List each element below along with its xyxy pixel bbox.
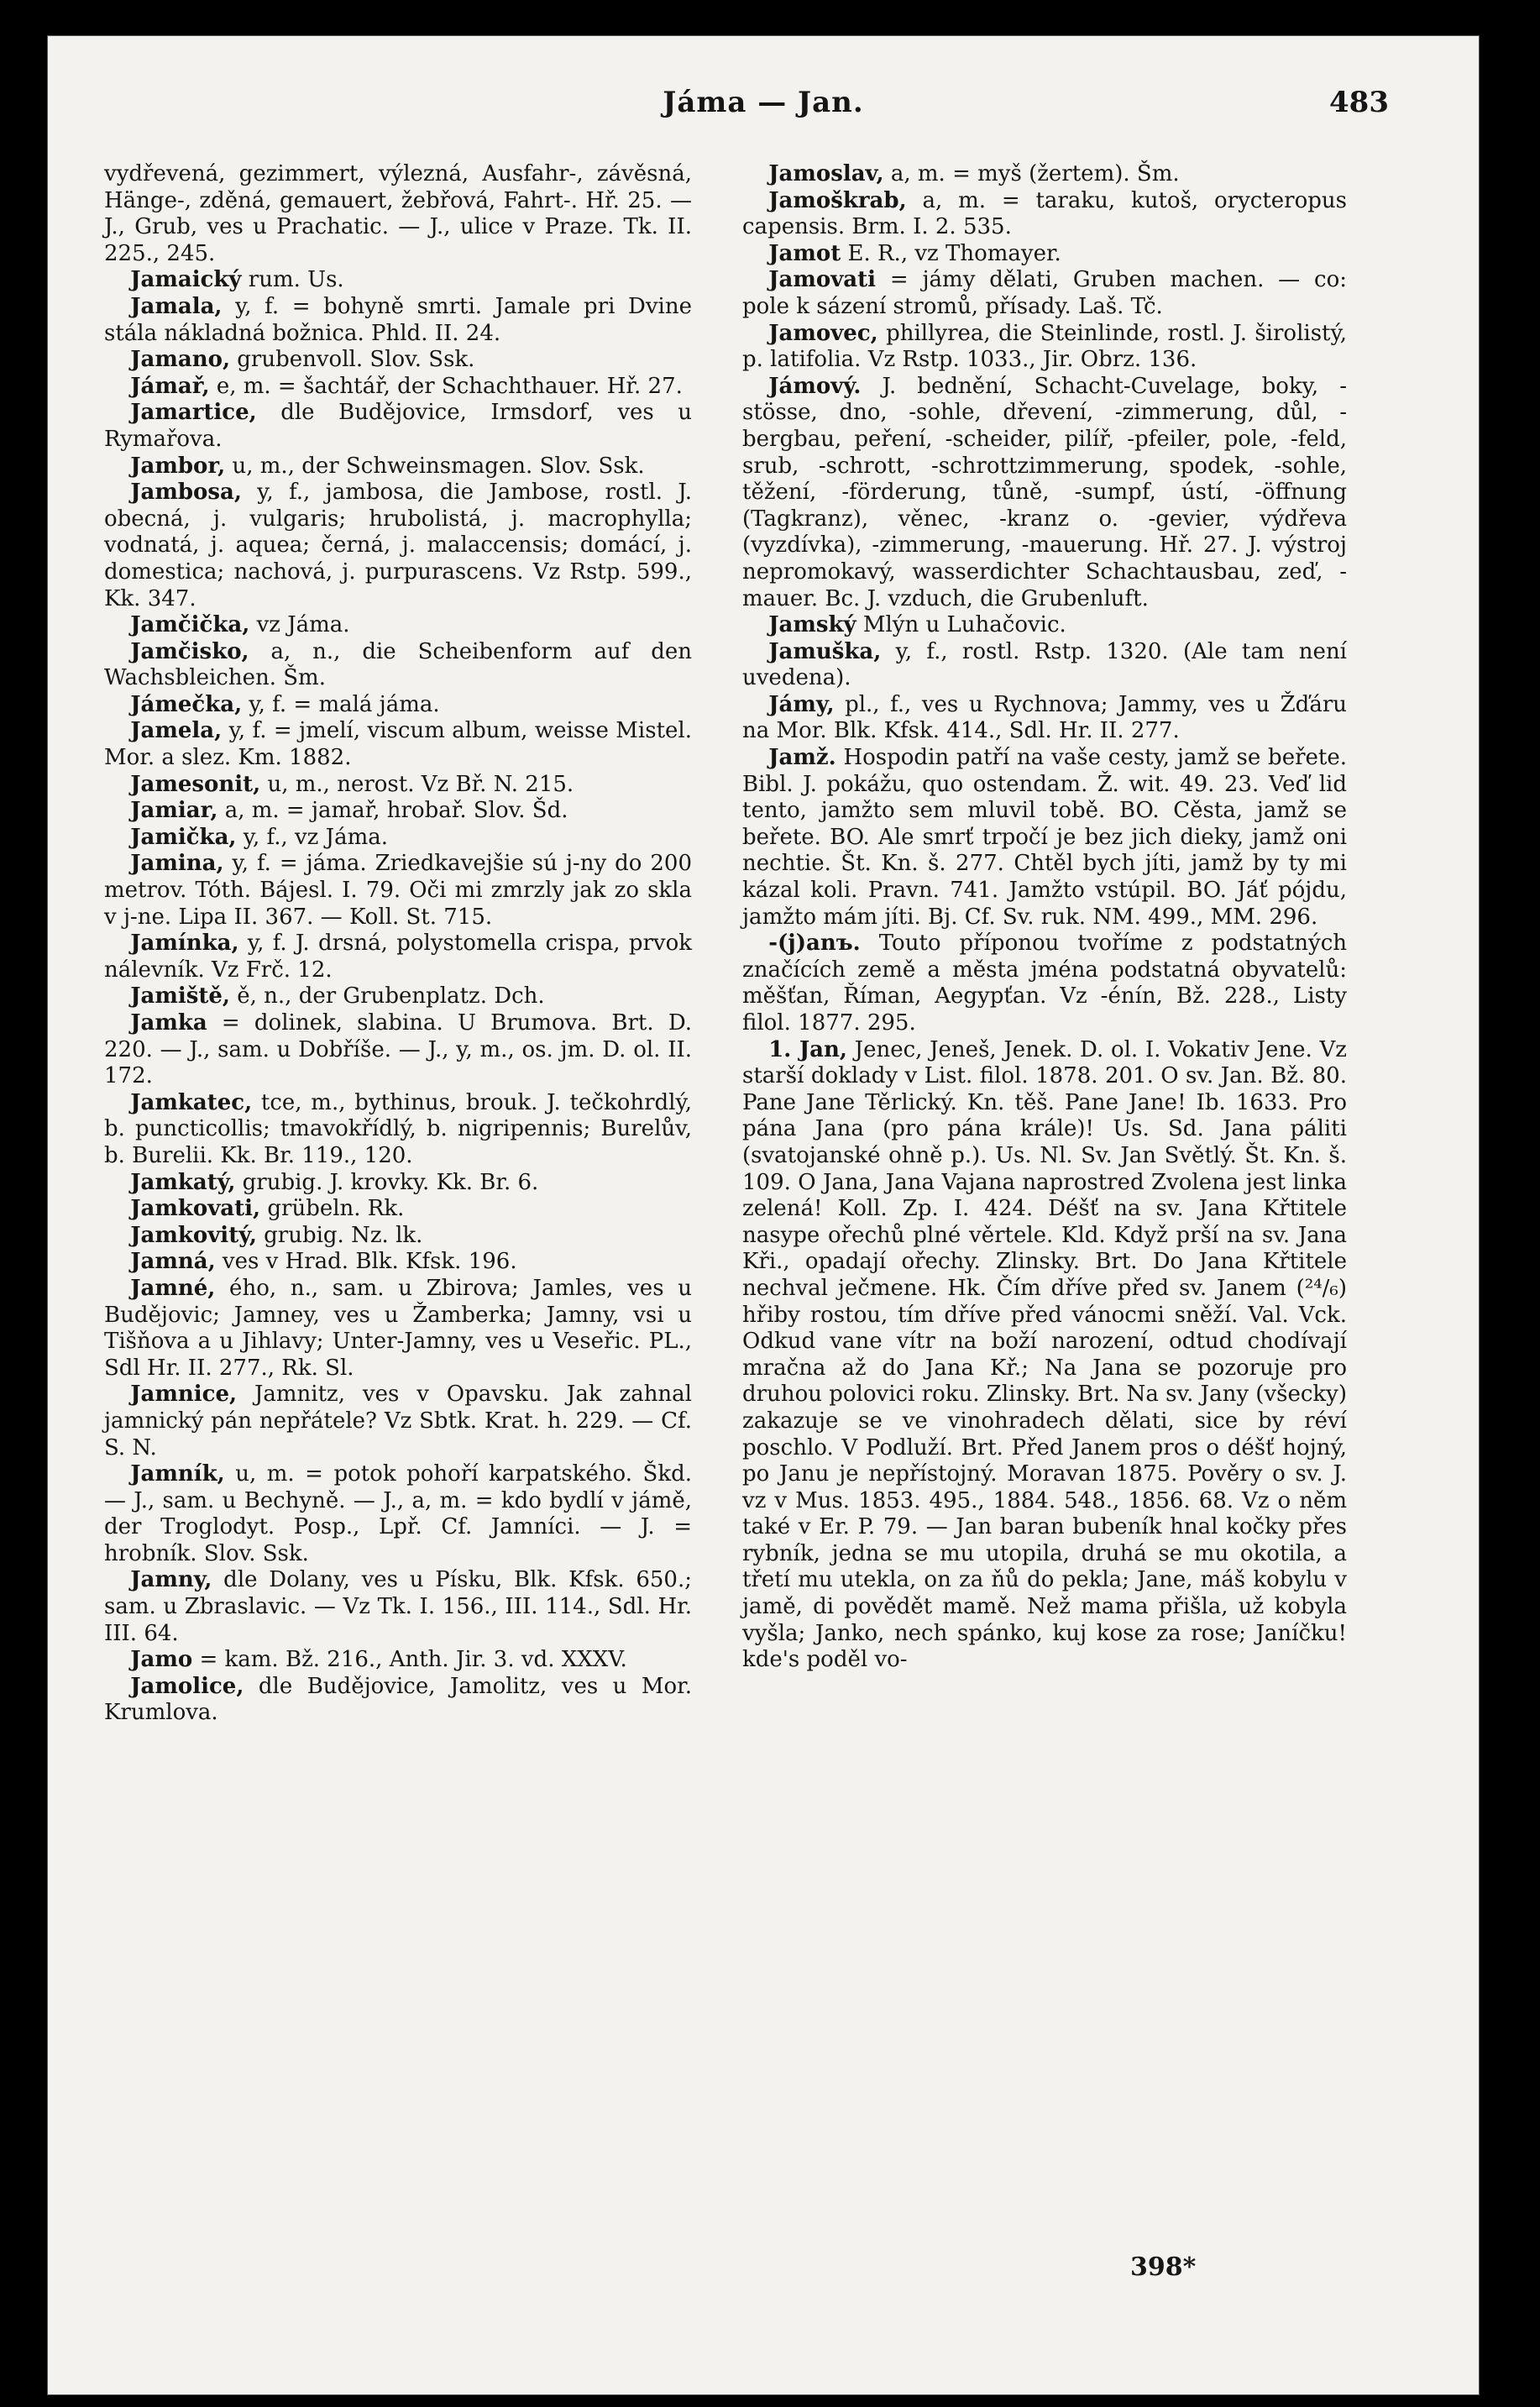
dictionary-entry	[742, 612, 1347, 639]
entry-headword: Jambosa,	[130, 480, 242, 506]
dictionary-entry	[104, 1010, 692, 1090]
entry-headword: Jamano,	[130, 347, 230, 373]
entry-headword: Jamovati	[768, 267, 877, 293]
dictionary-entry	[742, 639, 1347, 692]
entry-definition: Touto příponou tvoříme z podstatných značících země a města jména podstatná obyvatelů: měšťan, Říman, Aegypťan. Vz -énín, Bž. 228., Listy filol. 1877. 295.	[742, 931, 1347, 1036]
entry-headword: Jámy,	[768, 691, 835, 717]
entry-headword: Jamkatý,	[130, 1169, 236, 1195]
dictionary-entry	[104, 1382, 692, 1461]
entry-headword: Jamoslav,	[768, 161, 884, 186]
entry-definition: a, m. = taraku, kutoš, orycteropus capensis. Brm. I. 2. 535.	[742, 187, 1347, 240]
entry-headword: Jamala,	[130, 293, 223, 319]
dictionary-entry	[104, 1567, 692, 1647]
entry-definition: dle Budějovice, Irmsdorf, ves u Rymařova.	[104, 400, 692, 452]
entry-headword: Jamka	[130, 1010, 207, 1036]
entry-definition: dle Dolany, ves u Písku, Blk. Kfsk. 650.; sam. u Zbraslavic. — Vz Tk. I. 156., III. 114., Sdl. Hr. III. 64.	[104, 1567, 692, 1646]
entry-definition: dle Budějovice, Jamolitz, ves u Mor. Krumlova.	[104, 1673, 692, 1726]
dictionary-entry	[104, 1461, 692, 1567]
entry-definition: u, m., der Schweinsmagen. Slov. Ssk.	[225, 453, 645, 479]
entry-headword: Jamo	[130, 1647, 193, 1673]
entry-headword: Jamaický	[130, 267, 242, 293]
entry-definition: y, f. = malá jáma.	[242, 691, 440, 717]
dictionary-entry	[104, 612, 692, 639]
dictionary-entry	[104, 1647, 692, 1674]
entry-definition: = kam. Bž. 216., Anth. Jir. 3. vd. XXXV.	[192, 1647, 627, 1673]
entry-headword: Jamník,	[130, 1461, 225, 1487]
entry-headword: Jamartice,	[130, 400, 257, 426]
entry-headword: Jámař,	[130, 373, 210, 399]
dictionary-entry	[104, 825, 692, 852]
entry-definition: a, m. = jamař, hrobař. Slov. Šd.	[217, 798, 568, 824]
entry-definition: tce, m., bythinus, brouk. J. tečkohrdlý, b. puncticollis; tmavokřídlý, b. nigripennis; Burelův, b. Burelii. Kk. Br. 119., 120.	[104, 1089, 692, 1168]
entry-headword: Jambor,	[130, 453, 226, 479]
dictionary-entry	[104, 1249, 692, 1276]
signature-mark: 398*	[1130, 2252, 1197, 2282]
dictionary-entry	[104, 1170, 692, 1197]
dictionary-entry	[104, 294, 692, 347]
entry-headword: Jamkovati,	[130, 1196, 261, 1222]
dictionary-entry	[742, 692, 1347, 745]
entry-headword: Jamná,	[130, 1249, 216, 1275]
entry-headword: Jamž.	[768, 745, 836, 771]
entry-headword: Jamny,	[130, 1567, 212, 1593]
entry-headword: Jamkovitý,	[130, 1222, 257, 1248]
entry-definition: vydřevená, gezimmert, výlezná, Ausfahr-, závěsná, Hänge-, zděná, gemauert, žebřová, Fahrt-. Hř. 25. — J., Grub, ves u Prachatic. — J., ulice v Praze. Tk. II. 225., 245.	[104, 161, 692, 266]
entry-definition: phillyrea, die Steinlinde, rostl. J. širolistý, p. latifolia. Vz Rstp. 1033., Jir. Obrz. 136.	[742, 320, 1347, 373]
entry-headword: Jamela,	[130, 718, 223, 744]
entry-definition: J. bednění, Schacht-Cuvelage, boky, -stösse, dno, -sohle, dřevení, -zimmerung, důl, -bergbau, peření, -scheider, pilíř, -pfeiler, pole, -feld, srub, -schrott, -schrottzimmerung, spodek, -sohle, těžení, -förderung, tůně, -sumpf, ústí, -öffnung (Tagkranz), věnec, -kranz o. -gevier, výdřeva (vyzdívka), -zimmerung, -mauerung. Hř. 27. J. výstroj nepromokavý, wasserdichter Schachtausbau, zeď, -mauer. Bc. J. vzduch, die Grubenluft.	[742, 373, 1347, 611]
dictionary-entry	[104, 798, 692, 825]
dictionary-entry	[104, 480, 692, 612]
dictionary-entry	[742, 267, 1347, 320]
entry-definition: = dolinek, slabina. U Brumova. Brt. D. 220. — J., sam. u Dobříše. — J., y, m., os. jm. D. ol. II. 172.	[104, 1010, 692, 1089]
dictionary-entry	[742, 161, 1347, 188]
entry-headword: Jamčička,	[130, 612, 250, 638]
dictionary-entry	[742, 1037, 1347, 1674]
entry-definition: grubig. Nz. lk.	[256, 1222, 423, 1248]
entry-headword: Jamuška,	[768, 638, 882, 664]
entry-definition: a, m. = myš (žertem). Šm.	[883, 161, 1180, 186]
dictionary-entry	[104, 347, 692, 374]
dictionary-entry	[104, 374, 692, 401]
dictionary-entry	[742, 241, 1347, 268]
entry-definition: y, f. = bohyně smrti. Jamale pri Dvine stála nákladná božnica. Phld. II. 24.	[104, 293, 692, 346]
dictionary-entry	[742, 745, 1347, 931]
entry-definition: pl., f., ves u Rychnova; Jammy, ves u Žďáru na Mor. Blk. Kfsk. 414., Sdl. Hr. II. 277.	[742, 691, 1347, 744]
entry-headword: Jamina,	[130, 851, 224, 877]
entry-definition: ě, n., der Grubenplatz. Dch.	[229, 983, 545, 1009]
entry-headword: Jámečka,	[130, 691, 243, 717]
dictionary-entry	[104, 267, 692, 294]
entry-definition: u, m. = potok pohoří karpatského. Škd. — J., sam. u Bechyně. — J., a, m. = kdo bydlí v jámě, der Troglodyt. Posp., Lpř. Cf. Jamníci. — J. = hrobník. Slov. Ssk.	[104, 1461, 692, 1566]
entry-definition: y, f. = jáma. Zriedkavejšie sú j-ny do 200 metrov. Tóth. Bájesl. I. 79. Oči mi zmrzly jak zo skla v j-ne. Lipa II. 367. — Koll. St. 715.	[104, 851, 692, 930]
entry-headword: Jamné,	[130, 1275, 216, 1301]
dictionary-entry	[104, 1674, 692, 1727]
entry-definition: Hospodin patří na vaše cesty, jamž se beřete. Bibl. J. pokážu, quo ostendam. Ž. wit. 49. 23. Veď lid tento, jamžto sem mluvil tobě. BO. Cěsta, jamž se beřete. BO. Ale smrť trpočí je bez jich dieky, jamž oni nechtie. Št. Kn. š. 277. Chtěl bych jíti, jamž by ty mi kázal koli. Pravn. 741. Jamžto vstúpil. BO. Jáť pójdu, jamžto mám jíti. Bj. Cf. Sv. ruk. NM. 499., MM. 296.	[742, 745, 1347, 930]
entry-definition: grubig. J. krovky. Kk. Br. 6.	[235, 1169, 539, 1195]
dictionary-entry	[104, 692, 692, 719]
dictionary-entry	[104, 1276, 692, 1382]
entry-headword: 1. Jan,	[768, 1036, 847, 1062]
entry-headword: Jamkatec,	[130, 1089, 253, 1115]
entry-definition: y, f., jambosa, die Jambose, rostl. J. obecná, j. vulgaris; hrubolistá, j. macrophylla; vodnatá, j. aquea; černá, j. malaccensis; domácí, j. domestica; nachová, j. purpurascens. Vz Rstp. 599., Kk. 347.	[104, 480, 692, 611]
entry-headword: Jamesonit,	[130, 771, 261, 797]
entry-definition: u, m., nerost. Vz Bř. N. 215.	[260, 771, 574, 797]
entry-definition: a, n., die Scheibenform auf den Wachsbleichen. Šm.	[104, 638, 692, 691]
page-number: 483	[1329, 86, 1389, 119]
entry-headword: Jamínka,	[130, 931, 239, 957]
entry-definition: y, f. J. drsná, polystomella crispa, prvok nálevník. Vz Frč. 12.	[104, 931, 692, 983]
entry-definition: y, f. = jmelí, viscum album, weisse Mistel. Mor. a slez. Km. 1882.	[104, 718, 692, 771]
dictionary-entry	[742, 321, 1347, 374]
entry-headword: Jamský	[768, 612, 856, 638]
dictionary-entry	[742, 931, 1347, 1036]
dictionary-entry	[104, 983, 692, 1010]
entry-headword: Jamoškrab,	[768, 187, 907, 213]
entry-definition: Jenec, Jeneš, Jenek. D. ol. I. Vokativ Jene. Vz starší doklady v List. filol. 1878. 201. O sv. Jan. Bž. 80. Pane Jane Těrlický. Kn. těš. Pane Jane! Ib. 1633. Pro pána Jana (pro pána krále)! Us. Sd. Jana páliti (svatojanské ohně p.). Us. Nl. Sv. Jan Světlý. Št. Kn. š. 109. O Jana, Jana Vajana naprostred Zvolena jest linka zelená! Koll. Zp. I. 424. Déšť na sv. Jana Křtitele nasype ořechů plné věrtele. Kld. Když prší na sv. Jana Kři., opadají ořechy. Zlinsky. Brt. Do Jana Křtitele nechval ječmene. Hk. Čím dříve před sv. Janem (²⁴/₆) hřiby rostou, tím dříve před vánocmi sněží. Val. Vck. Odkud vane vítr na boží narození, odtud chodívají mračna až do Jana Kř.; Na Jana se pozoruje pro druhou polovici roku. Zlinsky. Brt. Na sv. Jany (všecky) zakazuje se ve vinohradech dělati, sice by réví poschlo. V Podluží. Brt. Před Janem pros o déšť hojný, po Janu je nepřístojný. Moravan 1875. Pověry o sv. J. vz v Mus. 1853. 495., 1884. 548., 1856. 68. Vz o něm také v Er. P. 79. — Jan baran bubeník hnal kočky přes rybník, jedna se mu utopila, druhá se mu okotila, a třetí mu utekla, on za ňů do pekla; Jane, máš kobylu v jamě, di povědět mamě. Než mama přišla, už kobyla vyšla; Janko, nech spánko, kuj kose za rose; Janíčku! kde's poděl vo-	[742, 1036, 1347, 1673]
dictionary-entry	[742, 188, 1347, 241]
entry-headword: Jamot	[768, 240, 841, 266]
dictionary-entry	[104, 400, 692, 453]
dictionary-entry	[104, 851, 692, 931]
entry-definition: rum. Us.	[241, 267, 344, 293]
entry-definition: vz Jáma.	[249, 612, 350, 638]
entry-definition: Mlýn u Luhačovic.	[856, 612, 1066, 638]
entry-headword: Jamiště,	[130, 983, 230, 1009]
dictionary-entry	[104, 718, 692, 771]
entry-definition: ves v Hrad. Blk. Kfsk. 196.	[215, 1249, 517, 1275]
running-head: Jáma — Jan.	[663, 86, 864, 119]
entry-headword: Jamolice,	[130, 1673, 244, 1699]
entry-definition: = jámy dělati, Gruben machen. — co: pole k sázení stromů, přísady. Laš. Tč.	[742, 267, 1347, 319]
entry-headword: Jamiar,	[130, 798, 218, 824]
entry-definition: ého, n., sam. u Zbirova; Jamles, ves u Budějovic; Jamney, ves u Žamberka; Jamny, vsi u Tišňova a u Jihlavy; Unter-Jamny, ves u Veseřic. PL., Sdl Hr. II. 277., Rk. Sl.	[104, 1275, 692, 1381]
dictionary-entry	[104, 161, 692, 267]
entry-headword: Jamčisko,	[130, 638, 249, 664]
right-column	[742, 161, 1347, 1674]
dictionary-entry	[104, 1090, 692, 1170]
entry-definition: e, m. = šachtář, der Schachthauer. Hř. 27.	[209, 373, 683, 399]
entry-definition: grubenvoll. Slov. Ssk.	[230, 347, 475, 373]
entry-headword: Jamovec,	[768, 320, 878, 346]
dictionary-page	[47, 35, 1480, 2395]
entry-definition: E. R., vz Thomayer.	[841, 240, 1061, 266]
dictionary-entry	[104, 639, 692, 692]
dictionary-entry	[104, 1223, 692, 1250]
page-header	[47, 86, 1480, 141]
entry-definition: Jamnitz, ves v Opavsku. Jak zahnal jamnický pán nepřátele? Vz Sbtk. Krat. h. 229. — Cf. S. N.	[104, 1382, 692, 1460]
entry-definition: grübeln. Rk.	[260, 1196, 405, 1222]
entry-headword: Jamnice,	[130, 1382, 238, 1408]
dictionary-entry	[104, 931, 692, 983]
dictionary-entry	[104, 772, 692, 799]
entry-definition: y, f., vz Jáma.	[236, 824, 388, 850]
dictionary-entry	[104, 454, 692, 480]
entry-headword: -(j)anъ.	[768, 931, 861, 957]
entry-headword: Jamička,	[130, 824, 237, 850]
dictionary-entry	[104, 1196, 692, 1223]
left-column	[104, 161, 692, 1727]
entry-headword: Jámový.	[768, 373, 862, 399]
entry-definition: y, f., rostl. Rstp. 1320. (Ale tam není uvedena).	[742, 638, 1347, 691]
dictionary-entry	[742, 374, 1347, 612]
